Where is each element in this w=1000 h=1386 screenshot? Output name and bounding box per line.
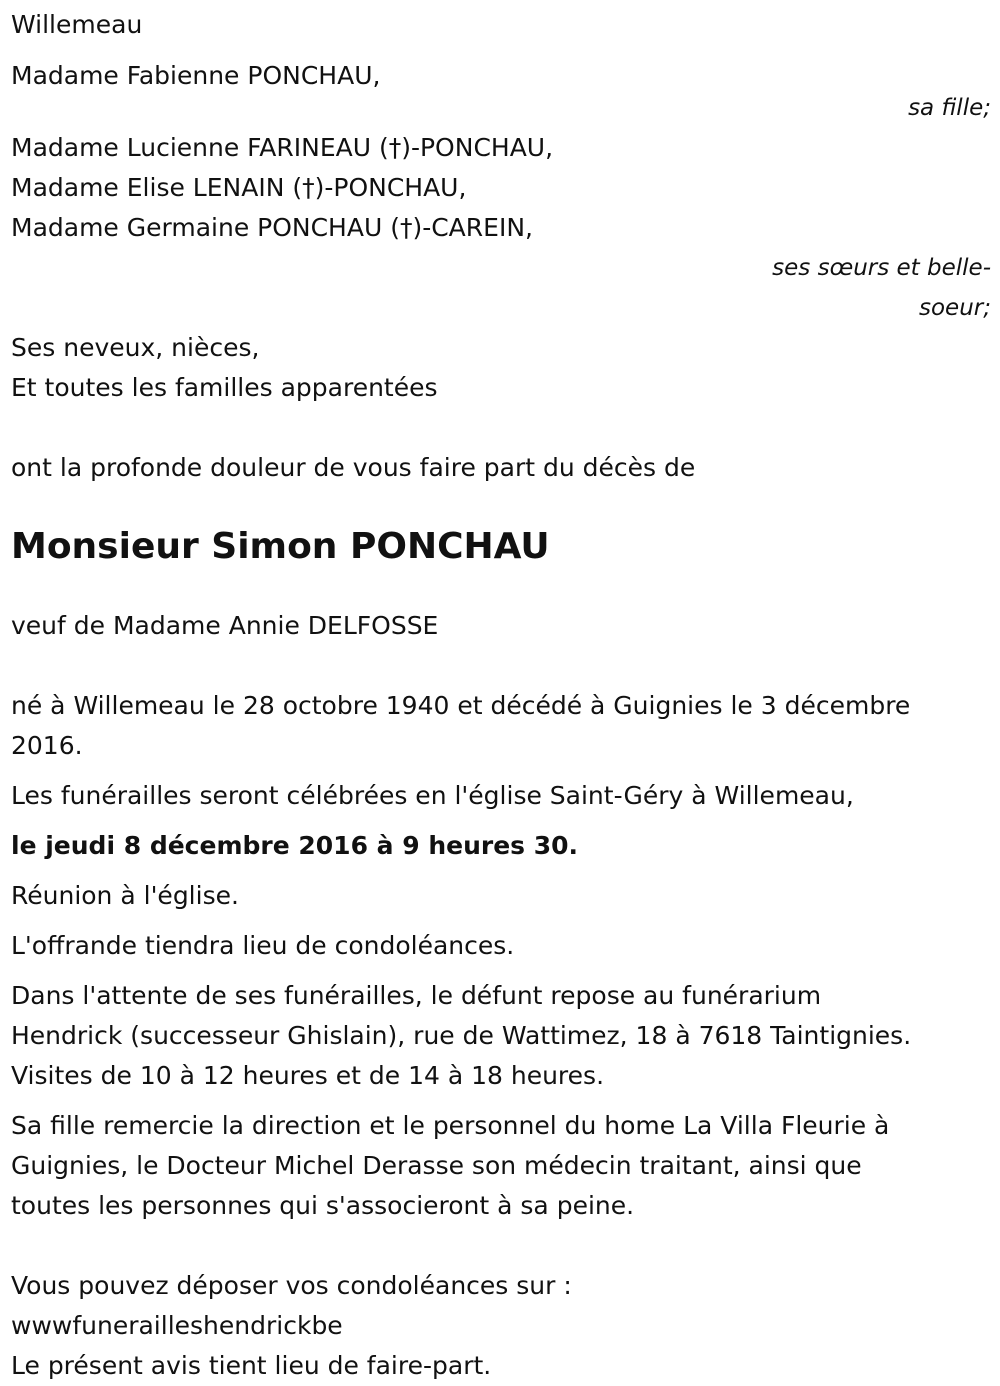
condolences-website[interactable]: wwwfunerailleshendrickbe bbox=[11, 1311, 343, 1340]
thanks-line-3: toutes les personnes qui s'associeront à sa peine. bbox=[11, 1191, 635, 1220]
funeral-date: le jeudi 8 décembre 2016 à 9 heures 30. bbox=[11, 831, 579, 860]
notice-line: Le présent avis tient lieu de faire-part. bbox=[11, 1351, 492, 1380]
birth-death-line-2: 2016. bbox=[11, 731, 83, 760]
widower-line: veuf de Madame Annie DELFOSSE bbox=[11, 611, 439, 640]
sisters-role-2: soeur; bbox=[919, 295, 991, 321]
funerarium-line-1: Dans l'attente de ses funérailles, le défunt repose au funérarium bbox=[11, 981, 822, 1010]
daughter-role: sa fille; bbox=[908, 95, 991, 121]
funeral-offering: L'offrande tiendra lieu de condoléances. bbox=[11, 931, 515, 960]
funeral-church: Les funérailles seront célébrées en l'église Saint-Géry à Willemeau, bbox=[11, 781, 854, 810]
daughter-name: Madame Fabienne PONCHAU, bbox=[11, 61, 381, 90]
place-heading: Willemeau bbox=[11, 10, 143, 39]
condolences-line: Vous pouvez déposer vos condoléances sur : bbox=[11, 1271, 572, 1300]
sister-name-3: Madame Germaine PONCHAU (†)-CAREIN, bbox=[11, 213, 533, 242]
thanks-line-2: Guignies, le Docteur Michel Derasse son médecin traitant, ainsi que bbox=[11, 1151, 862, 1180]
deceased-name: Monsieur Simon PONCHAU bbox=[11, 526, 550, 567]
sister-name-2: Madame Elise LENAIN (†)-PONCHAU, bbox=[11, 173, 467, 202]
announcement-intro: ont la profonde douleur de vous faire part du décès de bbox=[11, 453, 696, 482]
nephews-line: Ses neveux, nièces, bbox=[11, 333, 260, 362]
thanks-line-1: Sa fille remercie la direction et le personnel du home La Villa Fleurie à bbox=[11, 1111, 890, 1140]
birth-death-line-1: né à Willemeau le 28 octobre 1940 et décédé à Guignies le 3 décembre bbox=[11, 691, 911, 720]
funerarium-line-2: Hendrick (successeur Ghislain), rue de Wattimez, 18 à 7618 Taintignies. bbox=[11, 1021, 912, 1050]
sisters-role-1: ses sœurs et belle- bbox=[772, 255, 991, 281]
families-line: Et toutes les familles apparentées bbox=[11, 373, 438, 402]
funeral-meeting: Réunion à l'église. bbox=[11, 881, 239, 910]
sister-name-1: Madame Lucienne FARINEAU (†)-PONCHAU, bbox=[11, 133, 554, 162]
visiting-hours: Visites de 10 à 12 heures et de 14 à 18 heures. bbox=[11, 1061, 605, 1090]
obituary-notice bbox=[11, 5, 991, 1386]
